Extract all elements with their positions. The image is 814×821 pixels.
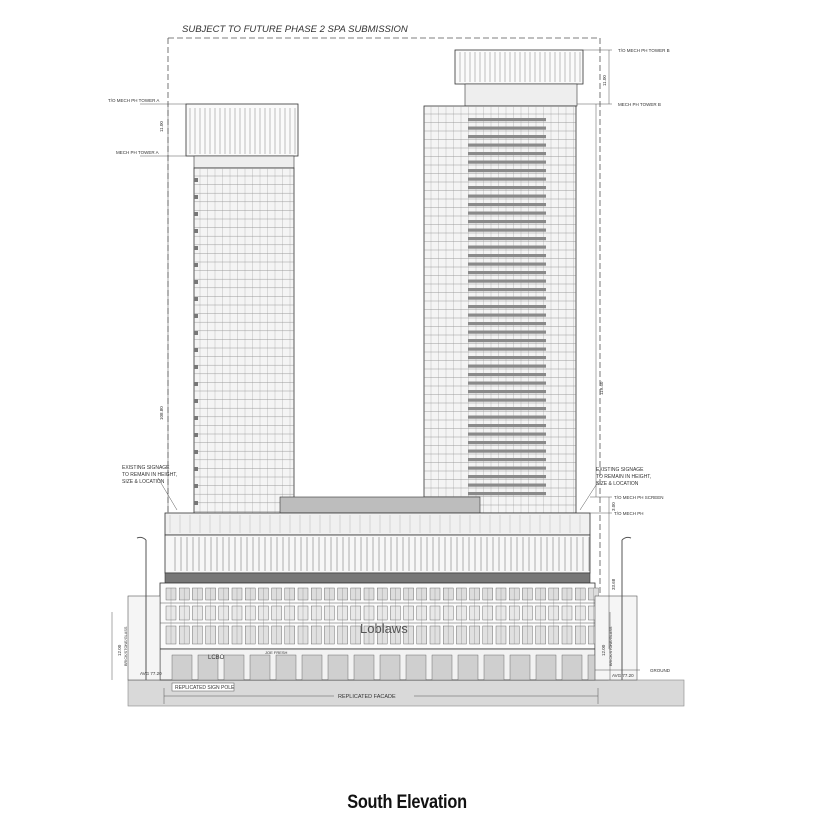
sign-pole-label: REPLICATED SIGN POLE [175, 685, 235, 691]
dim-ph-screen: 3.00 [611, 502, 616, 511]
signage-note-left [122, 465, 177, 485]
tower-a-shaft [194, 168, 294, 513]
dim-tower-a-height: 108.80 [159, 406, 164, 420]
level-avg-right: AVG 77.20 [612, 673, 634, 678]
phase2-note: SUBJECT TO FUTURE PHASE 2 SPA SUBMISSION [182, 24, 408, 35]
signage-note-right-line-3: SIZE & LOCATION [596, 481, 639, 487]
signage-note-right [596, 467, 651, 487]
level-mech-tower-b: MECH PH TOWER B [618, 102, 661, 107]
tower-a-mech-screen [194, 156, 294, 168]
replicated-facade-label: REPLICATED FACADE [338, 694, 396, 700]
dim-tower-b-mech: 11.00 [602, 75, 607, 86]
facade-storefront-bays [172, 655, 608, 680]
tower-a [186, 104, 298, 513]
tower-b [424, 50, 583, 513]
level-tom-tower-b: T/O MECH PH TOWER B [618, 48, 670, 53]
signage-note-left-line-3: SIZE & LOCATION [122, 479, 165, 485]
podium-lower-band [165, 573, 590, 583]
dim-base-left: 12.00 [117, 644, 122, 656]
lcbo-sign: LCBO [208, 655, 225, 661]
drawing-title: South Elevation [347, 792, 467, 813]
heritage-facade [128, 583, 637, 680]
dim-tower-a-mech: 11.00 [159, 121, 164, 132]
signage-note-left-line-2: TO REMAIN IN HEIGHT, [122, 472, 178, 478]
joe-fresh-sign: JOE FRESH [265, 650, 288, 655]
podium-top-band [165, 513, 590, 535]
tower-b-mech-screen [465, 84, 577, 106]
podium-mech-screen [280, 497, 480, 513]
signage-note-right-line-1: EXISTING SIGNAGE [596, 467, 644, 473]
level-avg-left: AVG 77.20 [140, 671, 162, 676]
dim-base-note-left: BRICK/STONE/GLASS [124, 626, 128, 666]
signage-note-right-line-2: TO REMAIN IN HEIGHT, [596, 474, 652, 480]
dim-tower-b-height: 119.40 [599, 381, 604, 395]
brand-sign: Loblaws [360, 621, 408, 636]
dim-base-note-right: BRICK/STONE/GLASS [609, 626, 613, 666]
signage-note-left-line-1: EXISTING SIGNAGE [122, 465, 170, 471]
tower-b-mech-penthouse [455, 50, 583, 84]
level-ground: GROUND [650, 668, 670, 673]
level-mech-tower-a: MECH PH TOWER A [116, 150, 159, 155]
tower-a-mech-penthouse [186, 104, 298, 156]
right-wing [595, 596, 637, 680]
dim-base-right: 12.00 [601, 644, 606, 656]
level-tom-ph: T/O MECH PH [614, 511, 644, 516]
dim-podium: 33.68 [611, 578, 616, 590]
level-tom-screen: T/O MECH PH SCREEN [614, 495, 664, 500]
left-wing [128, 596, 160, 680]
level-tom-tower-a: T/O MECH PH TOWER A [108, 98, 160, 103]
